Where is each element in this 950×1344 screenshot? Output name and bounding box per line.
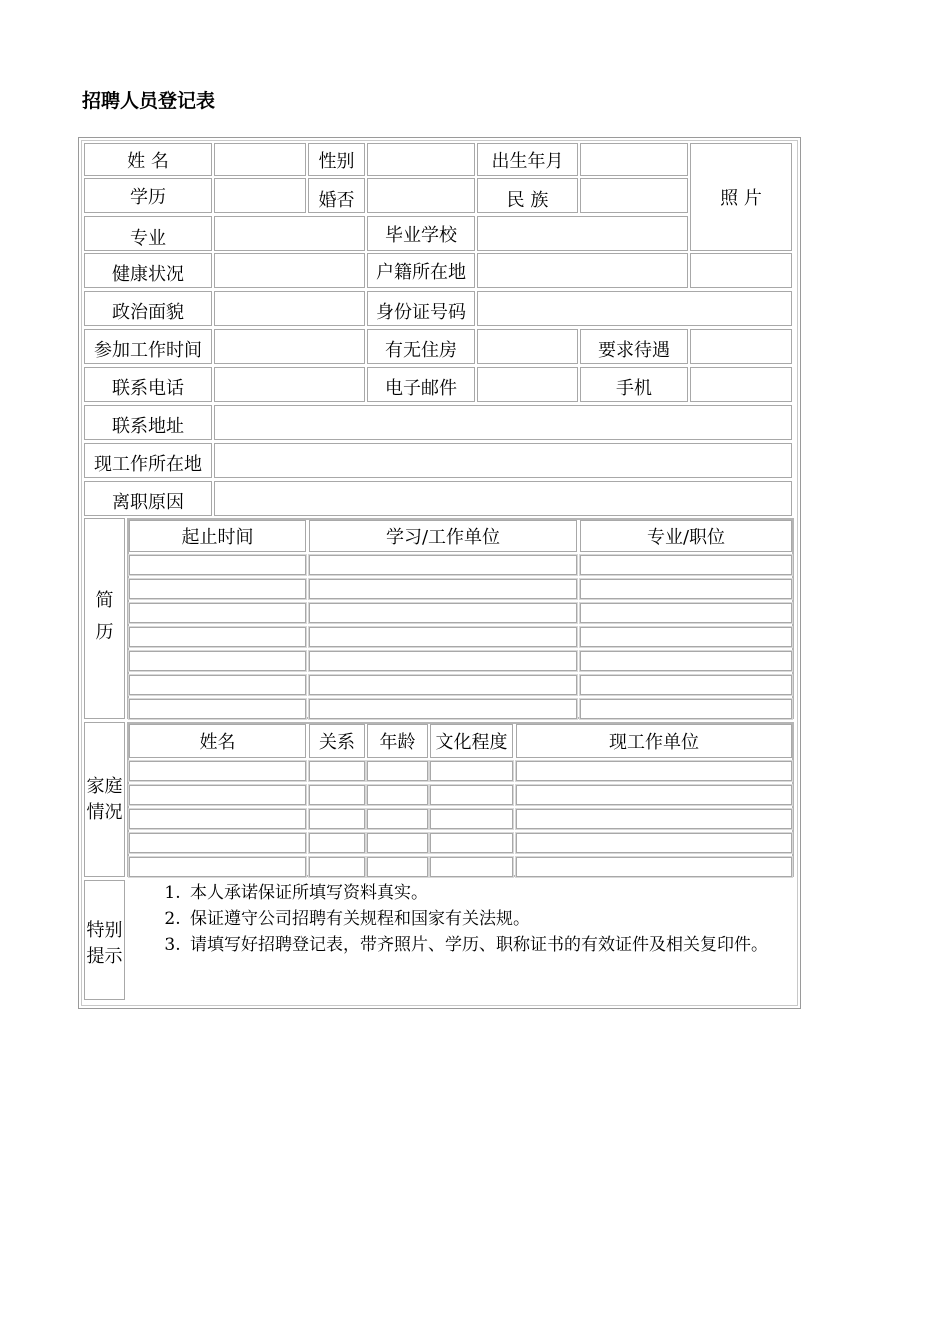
label-mobile: 手机	[580, 367, 688, 402]
input-marital[interactable]	[367, 178, 475, 213]
note-item-1: 1. 本人承诺保证所填写资料真实。	[186, 880, 798, 906]
input-phone[interactable]	[214, 367, 365, 402]
label-marital: 婚否	[308, 178, 365, 213]
resume-cell-r4-c1[interactable]	[129, 627, 306, 647]
family-cell-r4-c1[interactable]	[129, 833, 306, 853]
label-address: 联系地址	[84, 405, 212, 440]
input-work-start[interactable]	[214, 329, 365, 364]
notes-content	[130, 880, 798, 958]
resume-cell-r5-c2[interactable]	[309, 651, 577, 671]
resume-cell-r6-c2[interactable]	[309, 675, 577, 695]
family-header-age: 年龄	[367, 724, 428, 758]
resume-cell-r6-c3[interactable]	[580, 675, 792, 695]
resume-label-char-2: 历	[95, 622, 114, 643]
label-email: 电子邮件	[367, 367, 475, 402]
note-item-2: 2. 保证遵守公司招聘有关规程和国家有关法规。	[186, 906, 798, 932]
resume-cell-r2-c2[interactable]	[309, 579, 577, 599]
input-mobile[interactable]	[690, 367, 792, 402]
label-current-work-location: 现工作所在地	[84, 443, 212, 478]
family-cell-r2-c5[interactable]	[516, 785, 792, 805]
note-item-3: 3. 请填写好招聘登记表，带齐照片、学历、职称证书的有效证件及相关复印件。	[186, 932, 798, 958]
label-political: 政治面貌	[84, 291, 212, 326]
resume-cell-r7-c3[interactable]	[580, 699, 792, 719]
resume-cell-r2-c1[interactable]	[129, 579, 306, 599]
family-cell-r1-c2[interactable]	[309, 761, 365, 781]
family-cell-r4-c4[interactable]	[430, 833, 513, 853]
family-cell-r1-c4[interactable]	[430, 761, 513, 781]
family-cell-r4-c3[interactable]	[367, 833, 428, 853]
label-major: 专业	[84, 216, 212, 251]
input-name[interactable]	[214, 143, 306, 176]
family-cell-r4-c2[interactable]	[309, 833, 365, 853]
input-salary[interactable]	[690, 329, 792, 364]
label-name: 姓 名	[84, 143, 212, 176]
notes-label-line-1: 特别	[86, 920, 123, 941]
family-cell-r3-c4[interactable]	[430, 809, 513, 829]
family-cell-r3-c1[interactable]	[129, 809, 306, 829]
input-major[interactable]	[214, 216, 365, 251]
family-cell-r2-c4[interactable]	[430, 785, 513, 805]
resume-cell-r3-c2[interactable]	[309, 603, 577, 623]
family-cell-r5-c2[interactable]	[309, 857, 365, 877]
label-id-number: 身份证号码	[367, 291, 475, 326]
input-gender[interactable]	[367, 143, 475, 176]
family-cell-r2-c3[interactable]	[367, 785, 428, 805]
label-education: 学历	[84, 178, 212, 213]
label-school: 毕业学校	[367, 216, 475, 251]
label-health: 健康状况	[84, 253, 212, 288]
family-label-line-1: 家庭	[86, 776, 123, 797]
family-header-name: 姓名	[129, 724, 306, 758]
family-cell-r1-c5[interactable]	[516, 761, 792, 781]
resume-cell-r6-c1[interactable]	[129, 675, 306, 695]
input-housing[interactable]	[477, 329, 578, 364]
input-id-number[interactable]	[477, 291, 792, 326]
input-school[interactable]	[477, 216, 688, 251]
resume-cell-r4-c2[interactable]	[309, 627, 577, 647]
input-hukou[interactable]	[477, 253, 688, 288]
resume-cell-r1-c2[interactable]	[309, 555, 577, 575]
notes-list	[130, 880, 798, 958]
resume-cell-r7-c2[interactable]	[309, 699, 577, 719]
family-cell-r5-c3[interactable]	[367, 857, 428, 877]
family-cell-r1-c3[interactable]	[367, 761, 428, 781]
input-birth[interactable]	[580, 143, 688, 176]
label-hukou: 户籍所在地	[367, 253, 475, 288]
family-header-education: 文化程度	[430, 724, 513, 758]
notes-label	[84, 918, 125, 970]
label-housing: 有无住房	[367, 329, 475, 364]
label-ethnicity: 民 族	[477, 178, 578, 213]
resume-cell-r3-c1[interactable]	[129, 603, 306, 623]
family-cell-r5-c4[interactable]	[430, 857, 513, 877]
resume-cell-r5-c3[interactable]	[580, 651, 792, 671]
resume-cell-r5-c1[interactable]	[129, 651, 306, 671]
label-work-start: 参加工作时间	[84, 329, 212, 364]
resume-cell-r7-c1[interactable]	[129, 699, 306, 719]
family-header-relation: 关系	[309, 724, 365, 758]
label-phone: 联系电话	[84, 367, 212, 402]
input-address[interactable]	[214, 405, 792, 440]
family-header-employer: 现工作单位	[516, 724, 792, 758]
label-leave-reason: 离职原因	[84, 481, 212, 516]
family-label-line-2: 情况	[86, 802, 123, 823]
family-cell-r3-c5[interactable]	[516, 809, 792, 829]
input-current-work-location[interactable]	[214, 443, 792, 478]
resume-cell-r1-c3[interactable]	[580, 555, 792, 575]
family-cell-r2-c2[interactable]	[309, 785, 365, 805]
input-ethnicity[interactable]	[580, 178, 688, 213]
resume-label	[84, 585, 125, 649]
notes-label-line-2: 提示	[86, 946, 123, 967]
input-political[interactable]	[214, 291, 365, 326]
input-leave-reason[interactable]	[214, 481, 792, 516]
family-cell-r3-c3[interactable]	[367, 809, 428, 829]
label-birth: 出生年月	[477, 143, 578, 176]
resume-cell-r4-c3[interactable]	[580, 627, 792, 647]
resume-header-period: 起止时间	[129, 520, 306, 552]
family-cell-r2-c1[interactable]	[129, 785, 306, 805]
input-email[interactable]	[477, 367, 578, 402]
resume-cell-r1-c1[interactable]	[129, 555, 306, 575]
resume-cell-r3-c3[interactable]	[580, 603, 792, 623]
family-cell-r3-c2[interactable]	[309, 809, 365, 829]
family-cell-r4-c5[interactable]	[516, 833, 792, 853]
label-salary: 要求待遇	[580, 329, 688, 364]
resume-header-org: 学习/工作单位	[309, 520, 577, 552]
resume-cell-r2-c3[interactable]	[580, 579, 792, 599]
family-cell-r1-c1[interactable]	[129, 761, 306, 781]
label-gender: 性别	[308, 143, 365, 176]
input-hukou-extra[interactable]	[690, 253, 792, 288]
family-cell-r5-c1[interactable]	[129, 857, 306, 877]
input-health[interactable]	[214, 253, 365, 288]
photo-box[interactable]: 照 片	[690, 143, 792, 251]
resume-label-char-1: 简	[95, 590, 114, 611]
form-title: 招聘人员登记表	[82, 90, 216, 112]
family-label	[84, 774, 125, 826]
family-cell-r5-c5[interactable]	[516, 857, 792, 877]
input-education[interactable]	[214, 178, 306, 213]
resume-header-position: 专业/职位	[580, 520, 792, 552]
